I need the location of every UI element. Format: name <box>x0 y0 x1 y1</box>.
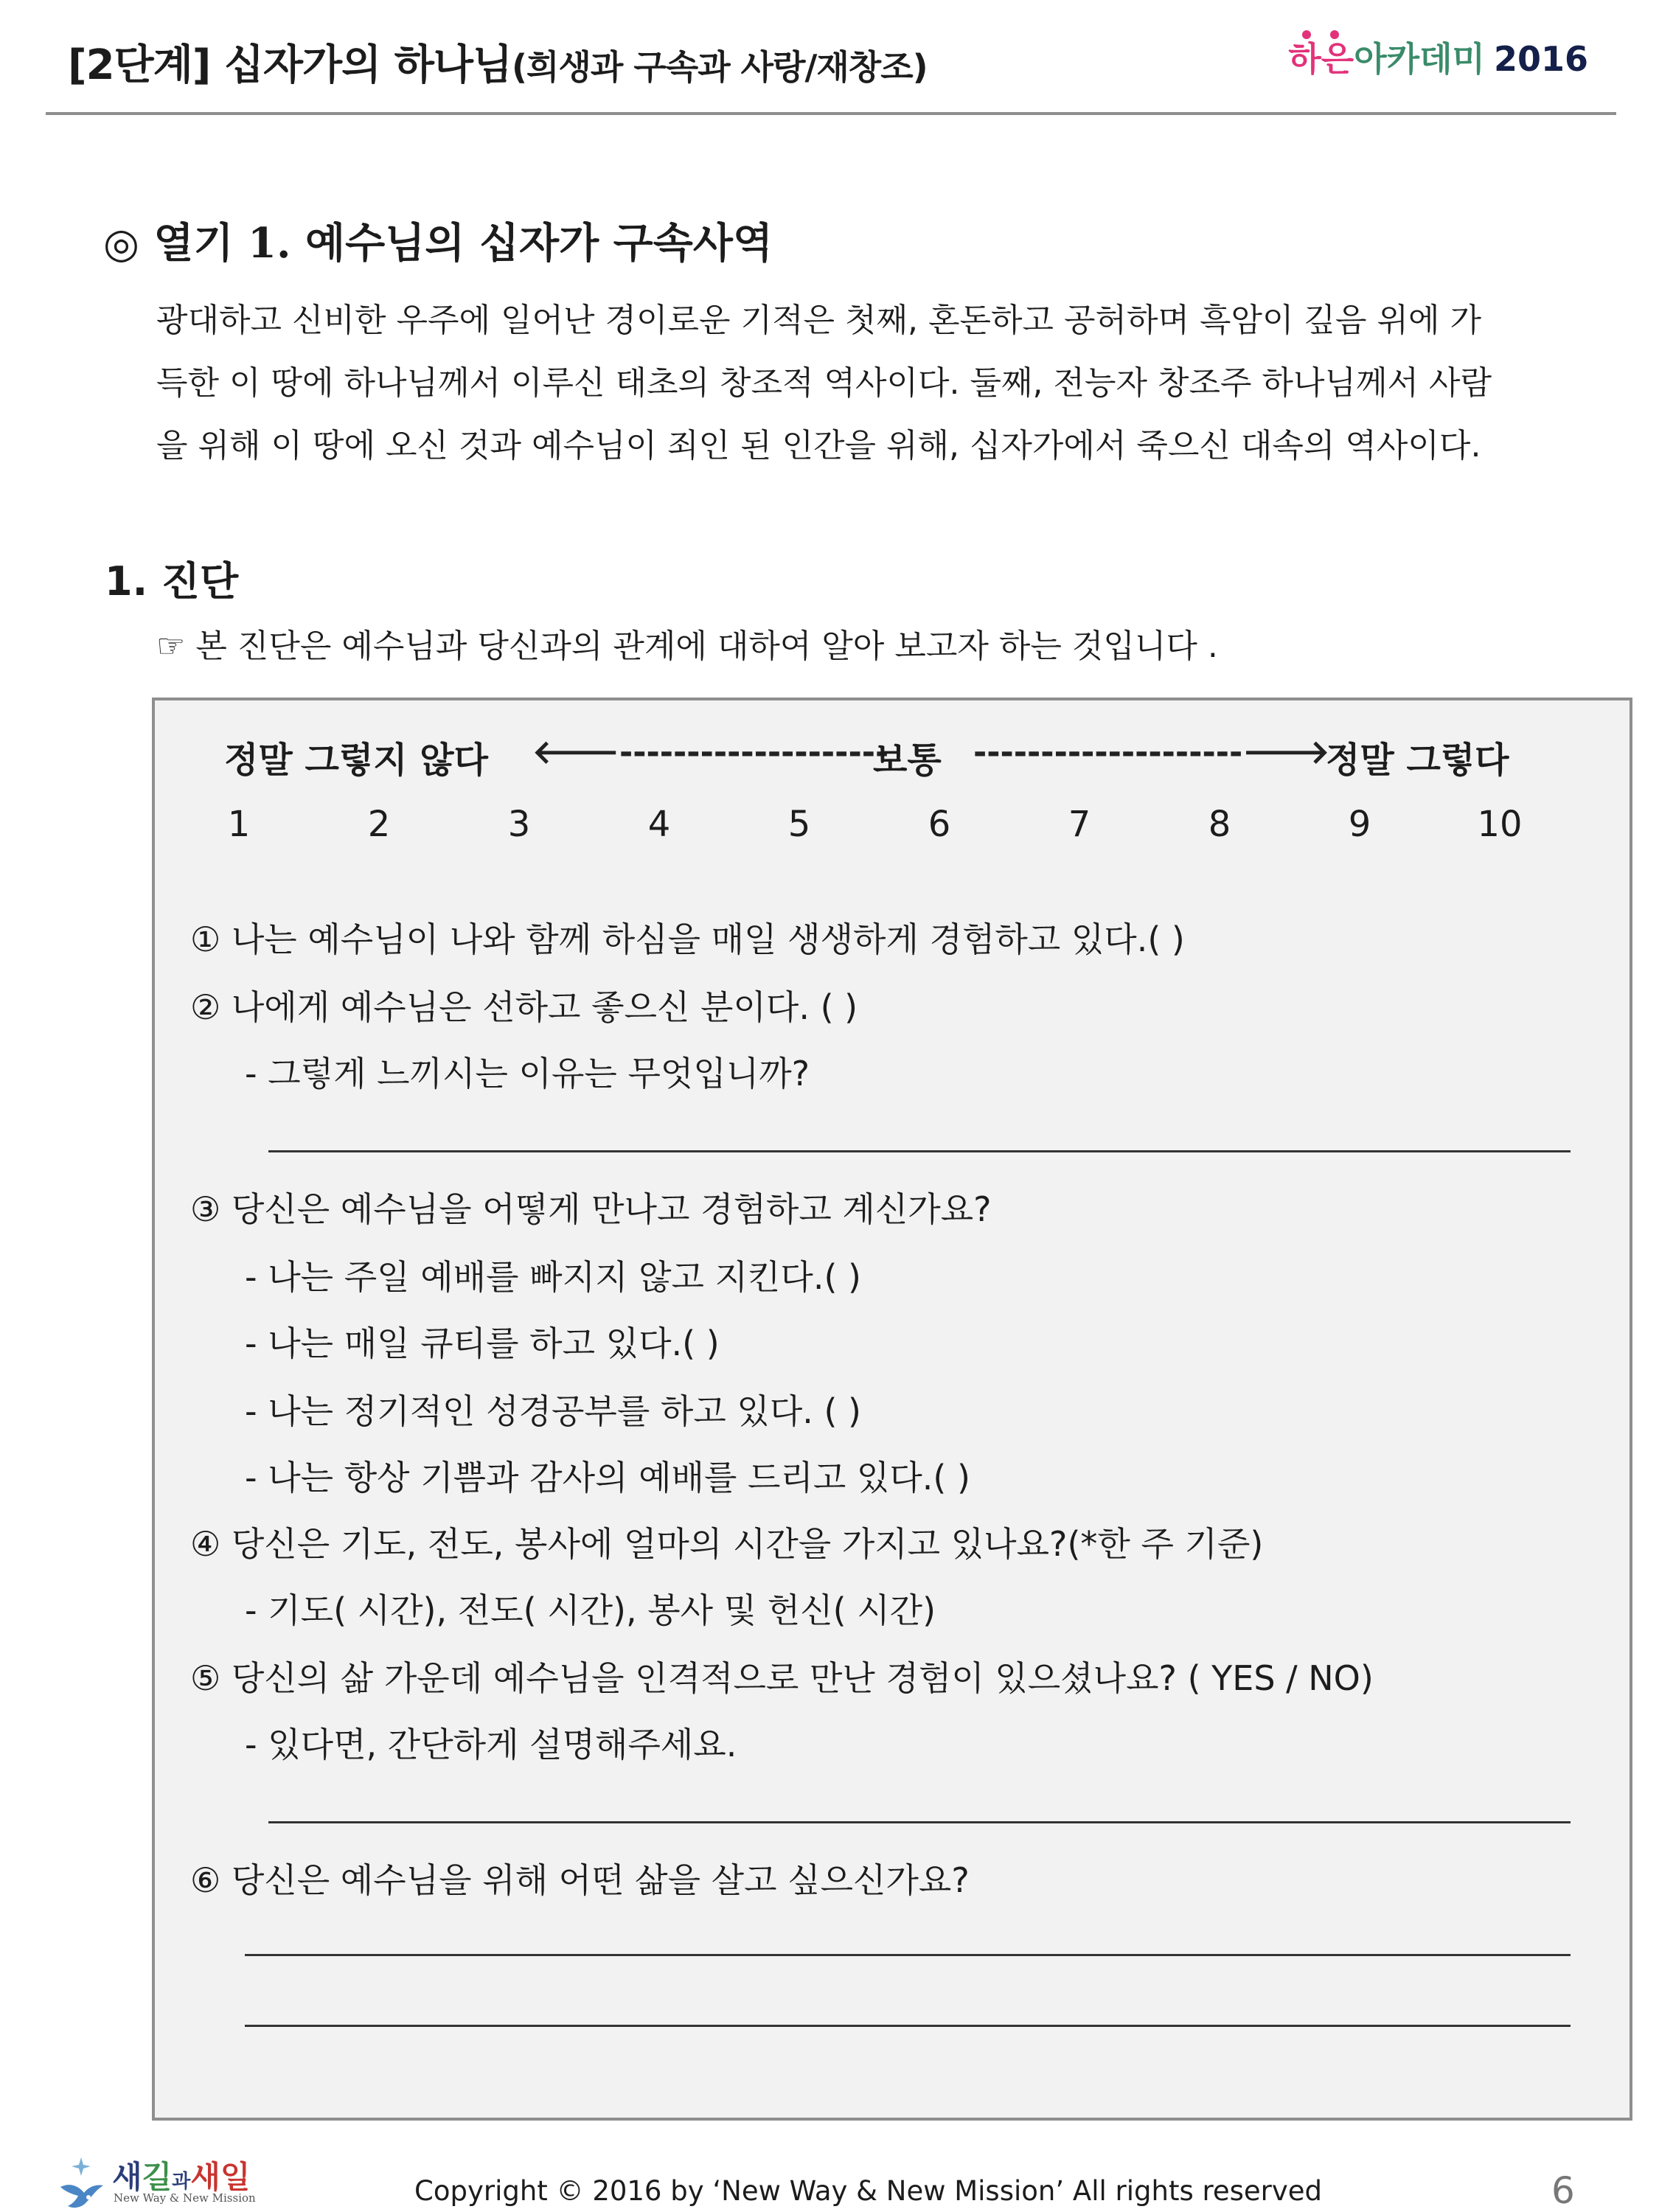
footer-logo-gwa: 과 <box>172 2171 191 2193</box>
footer-logo <box>56 2154 270 2212</box>
question-3-item: - 나는 주일 예배를 빠지지 않고 지킨다.( ) <box>245 1257 862 1297</box>
logo-ha: 하 <box>1288 39 1321 79</box>
header-divider <box>46 112 1616 115</box>
scale-number: 3 <box>507 804 531 845</box>
scale-middle-label: 보통 <box>873 740 942 781</box>
dove-icon <box>56 2154 108 2212</box>
page-title-main: [2단계] 십자가의 하나님 <box>68 41 512 89</box>
intro-line: 광대하고 신비한 우주에 일어난 경이로운 기적은 첫째, 혼돈하고 공허하며 흑암이 깊음 위에 가 <box>156 302 1481 339</box>
scale-number: 8 <box>1208 804 1231 845</box>
footer-logo-saeil: 새일 <box>190 2159 251 2195</box>
academy-logo <box>1288 32 1588 81</box>
intro-paragraph <box>156 289 1624 477</box>
page-title-sub: (희생과 구속과 사랑/재창조) <box>512 47 928 87</box>
scale-number: 6 <box>928 804 951 845</box>
intro-line: 을 위해 이 땅에 오신 것과 예수님이 죄인 된 인간을 위해, 십자가에서 죽으신 대속의 역사이다. <box>156 427 1481 465</box>
logo-dot-icon <box>1302 30 1311 39</box>
question-4: ④ 당신은 기도, 전도, 봉사에 얼마의 시간을 가지고 있나요?(*한 주 기준) <box>190 1524 1264 1564</box>
page-number: 6 <box>1551 2169 1575 2212</box>
question-3-item: - 나는 항상 기쁨과 감사의 예배를 드리고 있다.( ) <box>245 1458 970 1498</box>
footer-logo-english: New Way & New Mission <box>114 2191 256 2205</box>
scale-number: 5 <box>787 804 811 845</box>
answer-line[interactable] <box>268 1150 1571 1152</box>
section-title: ◎ 열기 1. 예수님의 십자가 구속사역 <box>103 219 773 268</box>
logo-academy: 아카데미 <box>1354 39 1485 79</box>
scale-number: 4 <box>647 804 671 845</box>
question-5-sub: - 있다면, 간단하게 설명해주세요. <box>245 1725 737 1764</box>
question-4-sub: - 기도( 시간), 전도( 시간), 봉사 및 헌신( 시간) <box>245 1590 936 1630</box>
question-6: ⑥ 당신은 예수님을 위해 어떤 삶을 살고 싶으신가요? <box>190 1860 970 1900</box>
logo-year: 2016 <box>1493 39 1588 79</box>
logo-dot-icon <box>1330 30 1339 39</box>
scale-right-arrow: --------------------🡒 <box>973 734 1330 771</box>
diagnosis-title: 1. 진단 <box>105 558 239 605</box>
question-3: ③ 당신은 예수님을 어떻게 만나고 경험하고 계신가요? <box>190 1189 992 1229</box>
question-3-item: - 나는 매일 큐티를 하고 있다.( ) <box>245 1324 720 1363</box>
question-5: ⑤ 당신의 삶 가운데 예수님을 인격적으로 만난 경험이 있으셨나요? ( YES / NO) <box>190 1658 1374 1698</box>
scale-left-arrow: 🡐-------------------- <box>532 734 889 771</box>
answer-line[interactable] <box>268 1821 1571 1823</box>
question-1: ① 나는 예수님이 나와 함께 하심을 매일 생생하게 경험하고 있다.( ) <box>190 919 1185 959</box>
scale-number: 1 <box>227 804 251 845</box>
question-2: ② 나에게 예수님은 선하고 좋으신 분이다. ( ) <box>190 987 858 1027</box>
footer-logo-gil: 길 <box>142 2159 173 2195</box>
question-2-sub: - 그렇게 느끼시는 이유는 무엇입니까? <box>245 1054 810 1093</box>
scale-right-label: 정말 그렇다 <box>1326 740 1509 781</box>
question-3-item: - 나는 정기적인 성경공부를 하고 있다. ( ) <box>245 1391 862 1431</box>
answer-line[interactable] <box>245 2025 1571 2027</box>
scale-number: 9 <box>1348 804 1371 845</box>
scale-number: 2 <box>367 804 391 845</box>
scale-left-label: 정말 그렇지 않다 <box>224 740 488 781</box>
scale-number: 7 <box>1068 804 1091 845</box>
scale-number: 10 <box>1477 804 1523 845</box>
intro-line: 득한 이 땅에 하나님께서 이루신 태초의 창조적 역사이다. 둘째, 전능자 창조주 하나님께서 사람 <box>156 364 1492 402</box>
footer-logo-sae: 새 <box>112 2159 142 2195</box>
page-title <box>68 32 928 91</box>
answer-line[interactable] <box>245 1954 1571 1956</box>
copyright-notice: Copyright © 2016 by ‘New Way & New Mission’ All rights reserved <box>414 2175 1323 2207</box>
diagnosis-note: ☞ 본 진단은 예수님과 당신과의 관계에 대하여 알아 보고자 하는 것입니다 . <box>156 627 1218 665</box>
logo-eun: 은 <box>1321 39 1354 79</box>
